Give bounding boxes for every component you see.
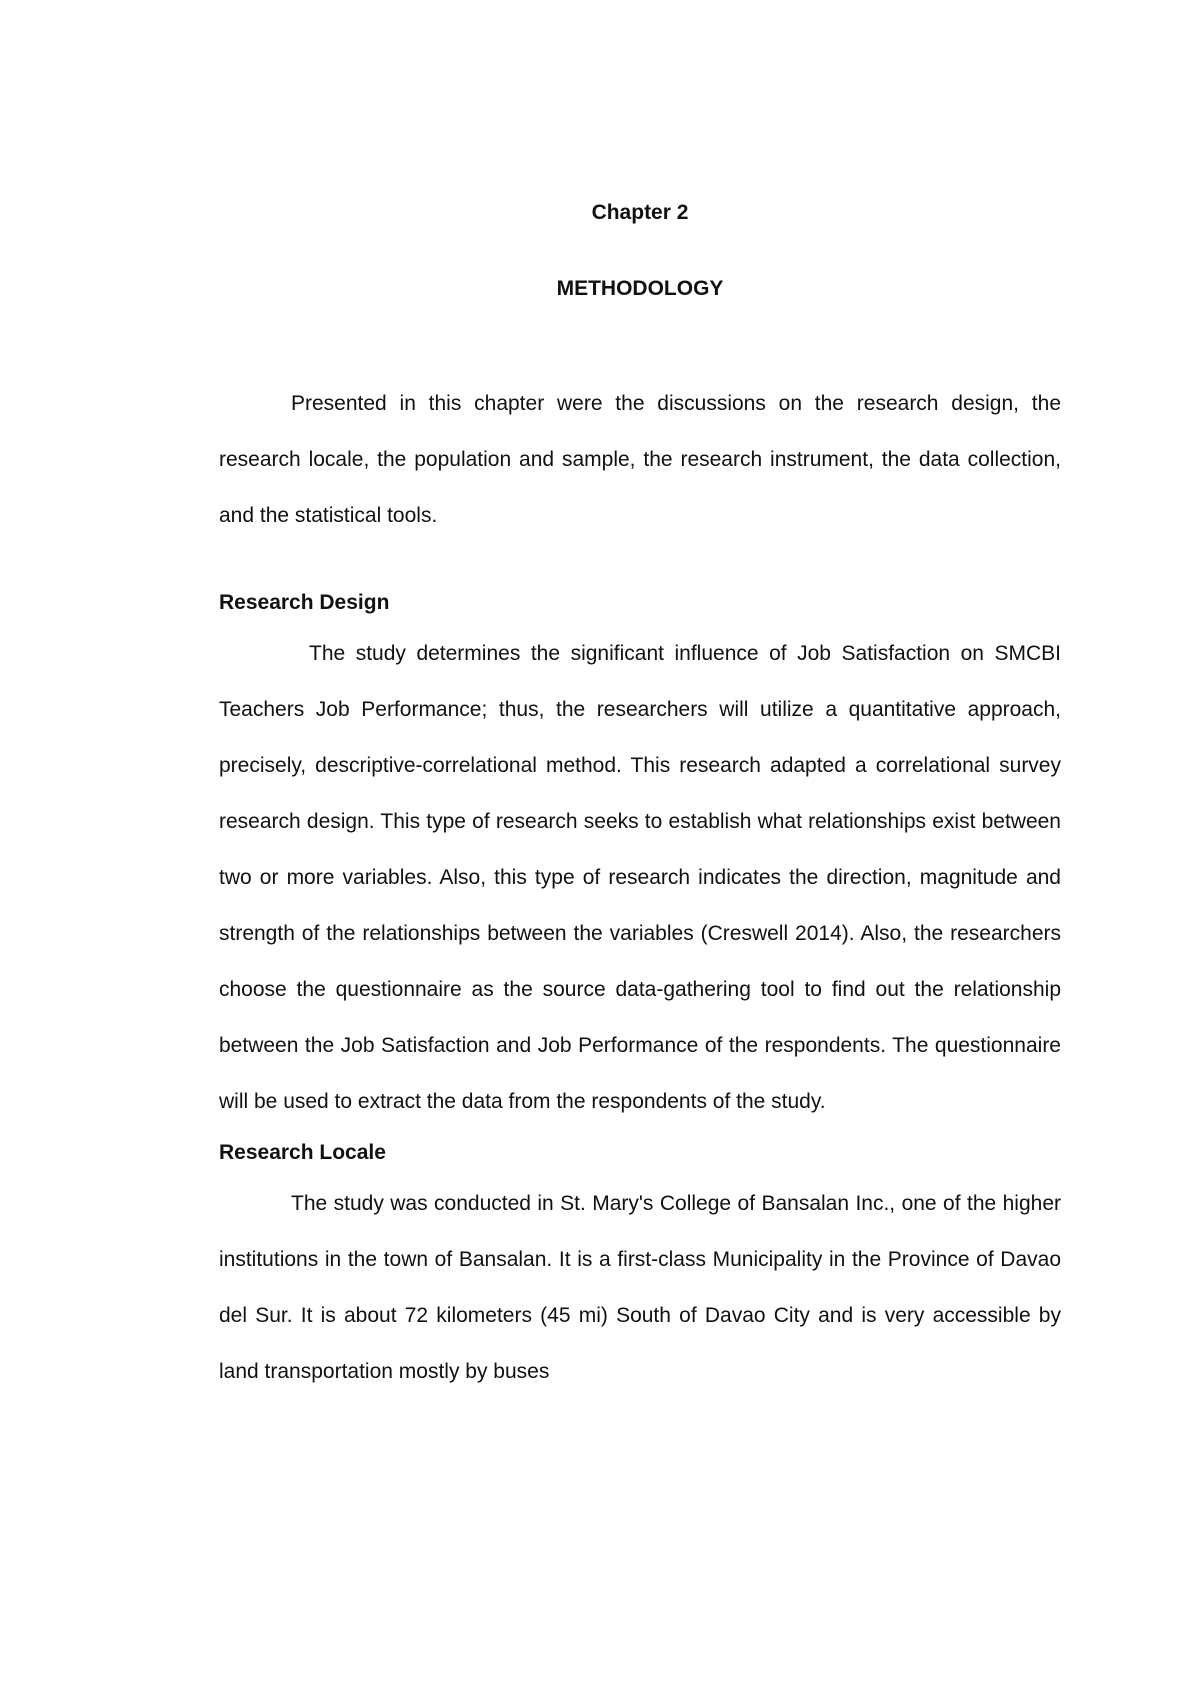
chapter-title: METHODOLOGY xyxy=(556,277,724,300)
research-design-heading: Research Design xyxy=(219,591,390,614)
research-locale-paragraph: The study was conducted in St. Mary's College of Bansalan Inc., one of the higher institutions in the town of Bansalan. It is a first-class Municipality in the Province of Davao del Sur. It is about 72 kilometers (45 mi) South of Davao City and is very accessible by land transportation mostly by buses xyxy=(219,1192,1061,1383)
page-content xyxy=(219,198,1061,1400)
intro-paragraph: Presented in this chapter were the discussions on the research design, the research locale, the population and sample, the research instrument, the data collection, and the statistical tools. xyxy=(219,392,1061,527)
research-design-paragraph: The study determines the significant influence of Job Satisfaction on SMCBI Teachers Job Performance; thus, the researchers will utilize a quantitative approach, precisely, descriptive-correlational method. This research adapted a correlational survey research design. This type of research seeks to establish what relationships exist between two or more variables. Also, this type of research indicates the direction, magnitude and strength of the relationships between the variables (Creswell 2014). Also, the researchers choose the questionnaire as the source data-gathering tool to find out the relationship between the Job Satisfaction and Job Performance of the respondents. The questionnaire will be used to extract the data from the respondents of the study. xyxy=(219,642,1061,1113)
chapter-label: Chapter 2 xyxy=(591,201,689,224)
research-locale-heading: Research Locale xyxy=(219,1141,386,1164)
